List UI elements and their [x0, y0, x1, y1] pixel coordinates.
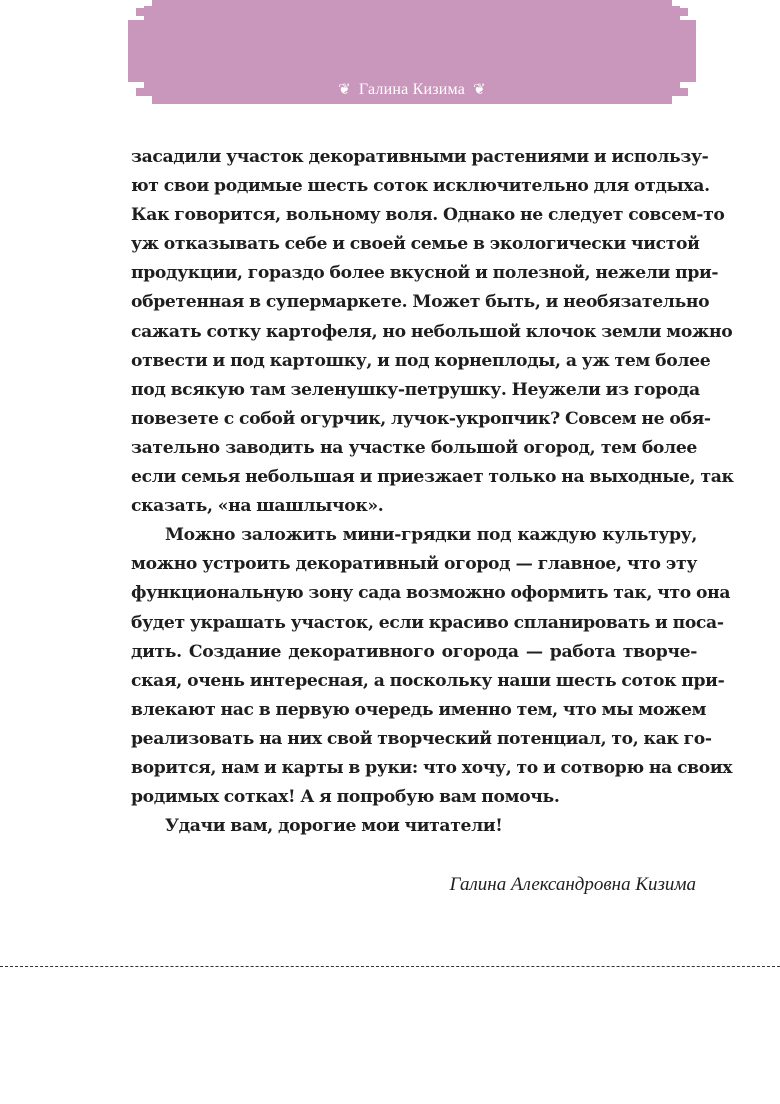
body-text [131, 143, 734, 841]
text-line: зательно заводить на участке большой огород, тем более [131, 437, 697, 458]
text-line: сказать, «на шашлычок». [131, 496, 384, 517]
ornament-right-icon: ❦ [473, 82, 486, 98]
text-line: уж отказывать себе и своей семье в экологически чистой [131, 234, 700, 255]
text-line: обретенная в супермаркете. Может быть, и необязательно [131, 292, 710, 313]
text-line: ская, очень интересная, а поскольку наши шесть соток при- [131, 670, 725, 691]
text-line: влекают нас в первую очередь именно тем, что мы можем [131, 699, 707, 720]
text-line: Удачи вам, дорогие мои читатели! [165, 816, 503, 837]
text-line: функциональную зону сада возможно оформить так, что она [131, 583, 731, 604]
text-line: сажать сотку картофеля, но небольшой клочок земли можно [131, 321, 733, 342]
author-signature: Галина Александровна Кизима [449, 874, 696, 895]
text-line: Как говорится, вольному воля. Однако не следует совсем-то [131, 205, 725, 226]
text-line: Можно заложить мини-грядки под каждую культуру, [165, 525, 697, 546]
header-corner-notch [672, 0, 680, 6]
ornament-left-icon: ❦ [338, 82, 351, 98]
text-line: отвести и под картошку, и под корнеплоды, а уж тем более [131, 350, 711, 371]
header-corner-pixel [136, 8, 144, 16]
text-line: ворится, нам и карты в руки: что хочу, то и сотворю на своих [131, 757, 733, 778]
text-line: если семья небольшая и приезжает только на выходные, так [131, 467, 734, 488]
text-line: повезете с собой огурчик, лучок-укропчик? Совсем не обя- [131, 408, 711, 429]
text-line: под всякую там зеленушку-петрушку. Неужели из города [131, 379, 700, 400]
text-line: будет украшать участок, если красиво спланировать и поса- [131, 612, 724, 633]
paragraph-2 [131, 521, 733, 812]
text-line: дить. Создание декоративного огорода — работа творче- [131, 641, 697, 662]
header-corner-notch [144, 0, 152, 6]
paragraph-3 [131, 812, 697, 841]
text-line: реализовать на них свой творческий потенциал, то, как го- [131, 728, 712, 749]
header-corner-pixel [680, 8, 688, 16]
author-name-header: Галина Кизима [358, 81, 466, 98]
page-cut-line [0, 966, 780, 967]
text-line: засадили участок декоративными растениями и использу- [131, 147, 709, 167]
running-header [128, 80, 696, 100]
text-line: ют свои родимые шесть соток исключительно для отдыха. [131, 176, 710, 197]
text-line: родимых сотках! А я попробую вам помочь. [131, 787, 560, 808]
text-line: продукции, гораздо более вкусной и полезной, нежели при- [131, 263, 719, 284]
paragraph-1 [131, 143, 734, 521]
text-line: можно устроить декоративный огород — главное, что эту [131, 554, 697, 575]
